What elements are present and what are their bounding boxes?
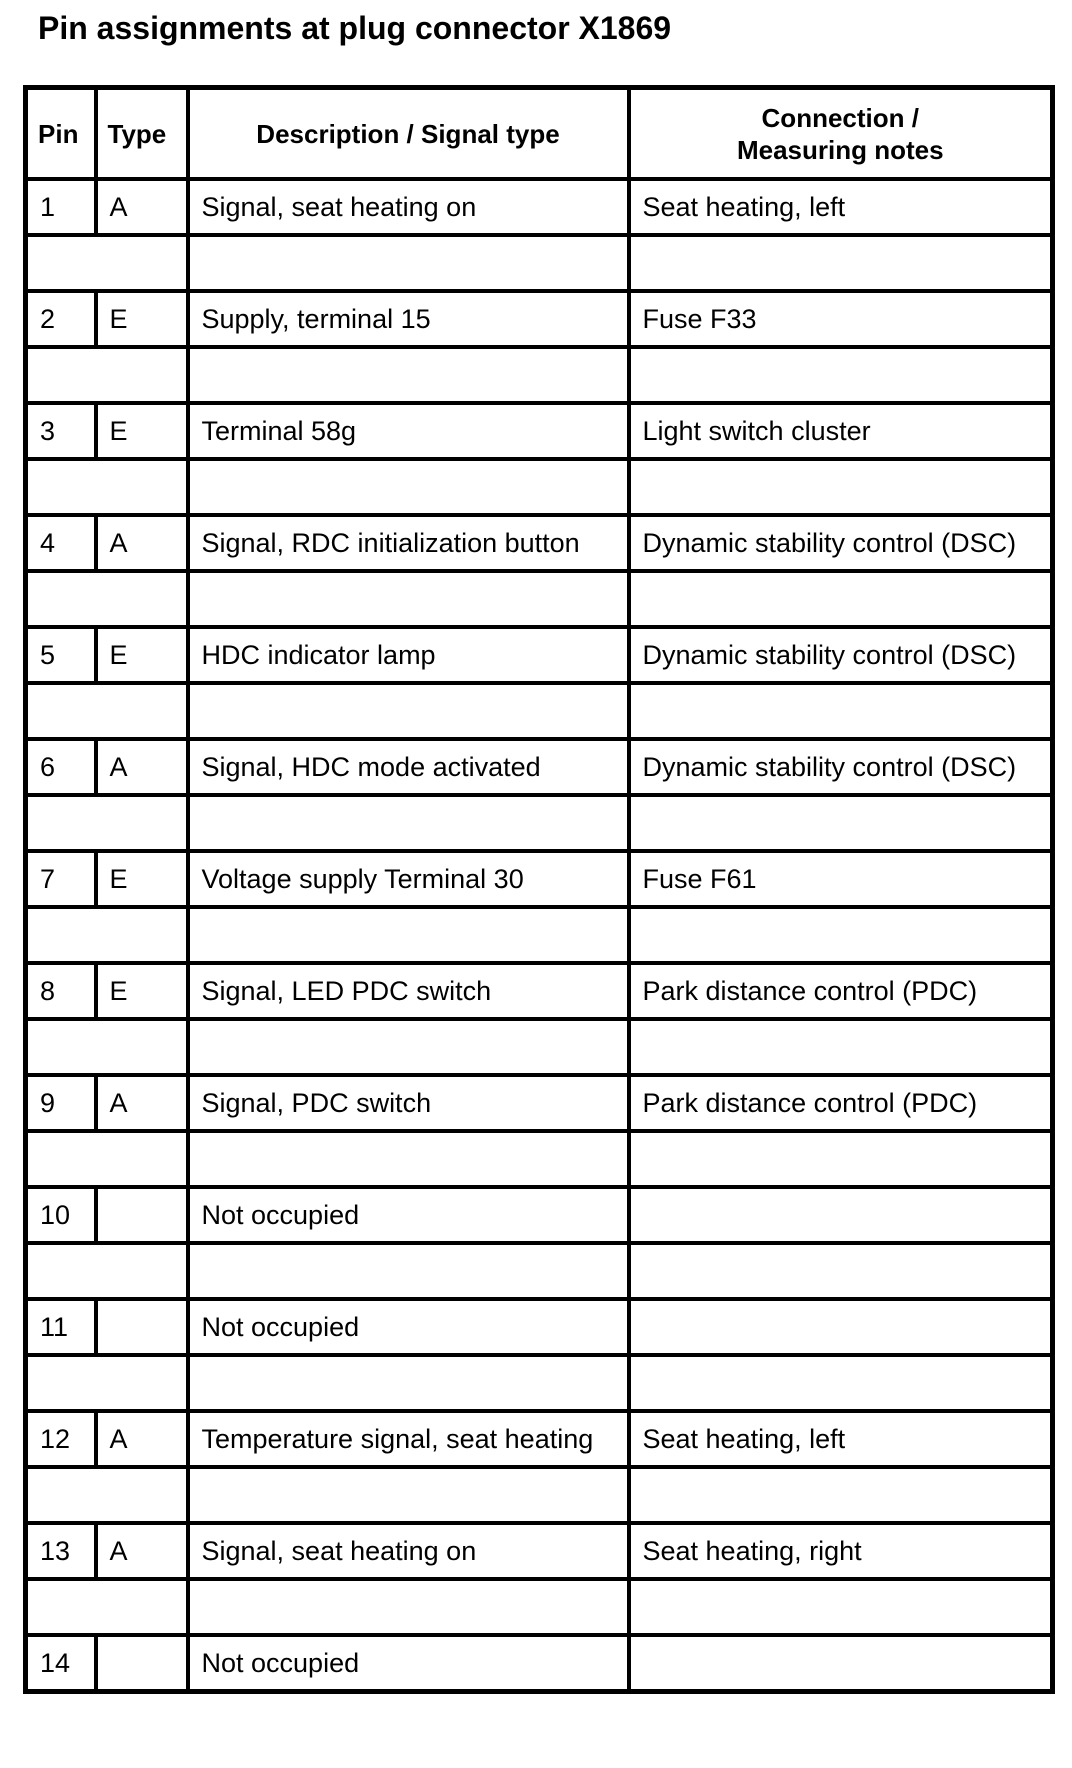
spacer-cell-connection	[629, 795, 1053, 851]
spacer-cell-pin-type	[26, 1579, 188, 1635]
spacer-cell-pin-type	[26, 571, 188, 627]
spacer-cell-pin-type	[26, 347, 188, 403]
spacer-cell-pin-type	[26, 1467, 188, 1523]
cell-connection: Park distance control (PDC)	[629, 963, 1053, 1019]
spacer-cell-pin-type	[26, 683, 188, 739]
table-row	[26, 179, 1053, 235]
spacer-cell-pin-type	[26, 795, 188, 851]
cell-connection: Fuse F61	[629, 851, 1053, 907]
cell-type: A	[96, 179, 188, 235]
cell-connection: Dynamic stability control (DSC)	[629, 515, 1053, 571]
pin-assignment-table	[23, 85, 1055, 1694]
table-header-row	[26, 88, 1053, 180]
cell-connection	[629, 1299, 1053, 1355]
spacer-cell-connection	[629, 347, 1053, 403]
spacer-cell-connection	[629, 1019, 1053, 1075]
spacer-cell-description	[188, 907, 629, 963]
cell-type	[96, 1635, 188, 1692]
cell-pin: 7	[26, 851, 96, 907]
table-row	[26, 739, 1053, 795]
cell-pin: 11	[26, 1299, 96, 1355]
table-row	[26, 1411, 1053, 1467]
spacer-cell-description	[188, 1131, 629, 1187]
cell-pin: 12	[26, 1411, 96, 1467]
cell-pin: 9	[26, 1075, 96, 1131]
cell-type: E	[96, 963, 188, 1019]
document-title: Pin assignments at plug connector X1869	[38, 10, 672, 46]
cell-type: E	[96, 851, 188, 907]
spacer-row	[26, 683, 1053, 739]
cell-pin: 5	[26, 627, 96, 683]
cell-pin: 4	[26, 515, 96, 571]
spacer-cell-connection	[629, 235, 1053, 291]
cell-connection: Seat heating, right	[629, 1523, 1053, 1579]
cell-description: Not occupied	[188, 1635, 629, 1692]
table-row	[26, 1187, 1053, 1243]
spacer-cell-description	[188, 1243, 629, 1299]
cell-type: A	[96, 1075, 188, 1131]
cell-connection: Seat heating, left	[629, 1411, 1053, 1467]
cell-type: A	[96, 1523, 188, 1579]
header-connection	[629, 88, 1053, 180]
spacer-cell-pin-type	[26, 1355, 188, 1411]
spacer-cell-description	[188, 1467, 629, 1523]
table-row	[26, 1635, 1053, 1692]
cell-connection: Park distance control (PDC)	[629, 1075, 1053, 1131]
table-row	[26, 515, 1053, 571]
spacer-row	[26, 1355, 1053, 1411]
spacer-cell-connection	[629, 1579, 1053, 1635]
cell-pin: 2	[26, 291, 96, 347]
table-row	[26, 963, 1053, 1019]
cell-description: Signal, seat heating on	[188, 179, 629, 235]
table-row	[26, 1299, 1053, 1355]
cell-type	[96, 1299, 188, 1355]
cell-type: A	[96, 739, 188, 795]
cell-description: Temperature signal, seat heating	[188, 1411, 629, 1467]
cell-connection: Light switch cluster	[629, 403, 1053, 459]
table-row	[26, 291, 1053, 347]
cell-pin: 14	[26, 1635, 96, 1692]
cell-description: Signal, HDC mode activated	[188, 739, 629, 795]
spacer-cell-pin-type	[26, 459, 188, 515]
cell-connection: Seat heating, left	[629, 179, 1053, 235]
spacer-cell-pin-type	[26, 907, 188, 963]
cell-description: Signal, PDC switch	[188, 1075, 629, 1131]
header-connection-line1: Connection /	[761, 102, 919, 133]
table-row	[26, 851, 1053, 907]
spacer-cell-pin-type	[26, 1019, 188, 1075]
cell-type: A	[96, 515, 188, 571]
cell-pin: 13	[26, 1523, 96, 1579]
spacer-row	[26, 1131, 1053, 1187]
spacer-cell-connection	[629, 459, 1053, 515]
spacer-cell-connection	[629, 907, 1053, 963]
spacer-row	[26, 571, 1053, 627]
spacer-cell-description	[188, 1579, 629, 1635]
cell-type	[96, 1187, 188, 1243]
cell-connection	[629, 1635, 1053, 1692]
cell-connection	[629, 1187, 1053, 1243]
cell-type: E	[96, 291, 188, 347]
cell-connection: Fuse F33	[629, 291, 1053, 347]
cell-connection: Dynamic stability control (DSC)	[629, 627, 1053, 683]
cell-pin: 1	[26, 179, 96, 235]
spacer-row	[26, 795, 1053, 851]
spacer-cell-connection	[629, 1131, 1053, 1187]
spacer-cell-connection	[629, 1467, 1053, 1523]
cell-description: Voltage supply Terminal 30	[188, 851, 629, 907]
spacer-row	[26, 1019, 1053, 1075]
cell-connection: Dynamic stability control (DSC)	[629, 739, 1053, 795]
table-row	[26, 627, 1053, 683]
spacer-row	[26, 347, 1053, 403]
cell-description: HDC indicator lamp	[188, 627, 629, 683]
spacer-row	[26, 907, 1053, 963]
spacer-row	[26, 1243, 1053, 1299]
spacer-cell-description	[188, 1355, 629, 1411]
spacer-cell-description	[188, 795, 629, 851]
table-row	[26, 1075, 1053, 1131]
spacer-cell-description	[188, 235, 629, 291]
spacer-cell-description	[188, 683, 629, 739]
spacer-row	[26, 459, 1053, 515]
cell-description: Signal, seat heating on	[188, 1523, 629, 1579]
cell-description: Supply, terminal 15	[188, 291, 629, 347]
cell-description: Signal, LED PDC switch	[188, 963, 629, 1019]
spacer-cell-pin-type	[26, 1131, 188, 1187]
spacer-cell-connection	[629, 1243, 1053, 1299]
cell-type: E	[96, 403, 188, 459]
spacer-cell-description	[188, 571, 629, 627]
header-description: Description / Signal type	[188, 88, 629, 180]
cell-description: Signal, RDC initialization button	[188, 515, 629, 571]
spacer-cell-connection	[629, 1355, 1053, 1411]
cell-type: E	[96, 627, 188, 683]
spacer-cell-pin-type	[26, 1243, 188, 1299]
spacer-row	[26, 235, 1053, 291]
spacer-cell-description	[188, 459, 629, 515]
cell-pin: 3	[26, 403, 96, 459]
cell-pin: 8	[26, 963, 96, 1019]
spacer-cell-description	[188, 1019, 629, 1075]
cell-pin: 10	[26, 1187, 96, 1243]
header-connection-line2: Measuring notes	[736, 134, 944, 165]
table-row	[26, 1523, 1053, 1579]
cell-description: Terminal 58g	[188, 403, 629, 459]
header-pin: Pin	[26, 88, 96, 180]
table-body	[26, 179, 1053, 1692]
cell-pin: 6	[26, 739, 96, 795]
spacer-cell-connection	[629, 683, 1053, 739]
cell-description: Not occupied	[188, 1187, 629, 1243]
cell-type: A	[96, 1411, 188, 1467]
spacer-cell-pin-type	[26, 235, 188, 291]
cell-description: Not occupied	[188, 1299, 629, 1355]
spacer-cell-description	[188, 347, 629, 403]
header-type: Type	[96, 88, 188, 180]
spacer-cell-connection	[629, 571, 1053, 627]
spacer-row	[26, 1579, 1053, 1635]
spacer-row	[26, 1467, 1053, 1523]
table-row	[26, 403, 1053, 459]
